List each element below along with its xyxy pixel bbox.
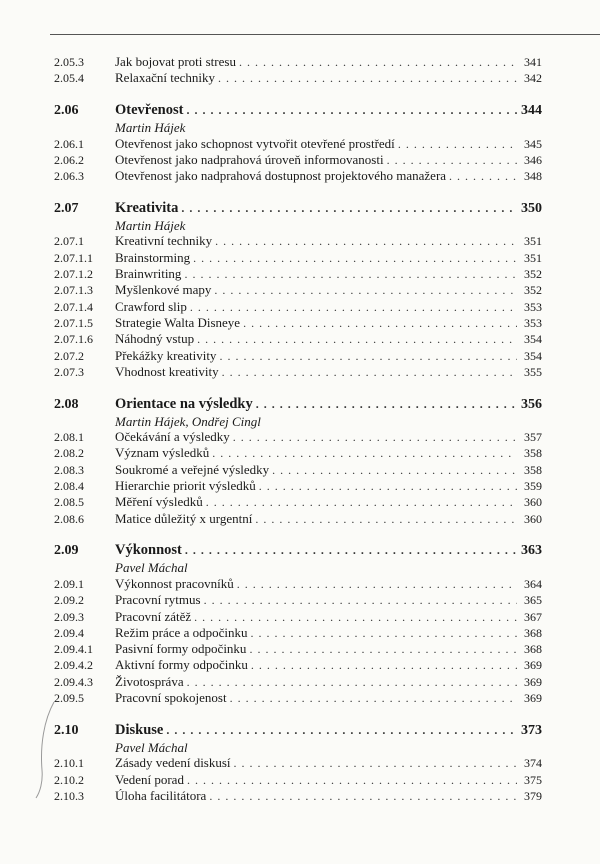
entry-number: 2.07.1.4 [54,299,93,314]
page-number: 360 [524,495,542,510]
dot-leader [250,625,517,641]
entry-number: 2.07.1.1 [54,250,93,265]
entry-title: Kreativní techniky [115,233,213,249]
page-number: 357 [524,430,542,445]
chapter-heading [54,199,542,218]
toc-entry [54,136,542,152]
entry-title: Měření výsledků [115,494,203,510]
entry-title: Režim práce a odpočinku [115,624,248,640]
page-number: 356 [521,396,542,412]
toc-entry [54,250,542,266]
chapter-author: Martin Hájek, Ondřej Cingl [115,413,261,429]
dot-leader [398,136,517,152]
toc-entry [54,625,542,641]
entry-title: Pracovní rytmus [115,592,201,608]
toc-section [54,395,542,527]
page-number: 341 [524,55,542,69]
chapter-heading [54,395,542,414]
dot-leader [234,755,517,771]
entry-title: Úloha facilitátora [115,787,207,803]
entry-number: 2.09.5 [54,691,84,706]
entry-number: 2.09.2 [54,593,84,608]
entry-title: Otevřenost jako nadprahová dostupnost projektového manažera [115,168,447,184]
entry-title: Výkonnost pracovníků [115,575,234,591]
toc-entry [54,576,542,592]
page-number: 351 [524,234,542,249]
page-number: 354 [524,348,542,363]
page-number: 365 [524,593,542,608]
toc-entry [54,152,542,168]
dot-leader [256,395,517,414]
dot-leader [194,609,517,625]
entry-number: 2.07.1.2 [54,267,93,282]
page-number: 353 [524,299,542,314]
toc-entry [54,641,542,657]
dot-leader [233,429,517,445]
entry-title: Otevřenost jako nadprahová úroveň informovanosti [115,151,384,167]
entry-title: Jak bojovat proti stresu [115,54,236,69]
page-number: 355 [524,364,542,379]
dot-leader [218,70,517,86]
page-number: 367 [524,609,542,624]
dot-leader [230,690,517,706]
entry-title: Zásady vedení diskusí [115,755,231,771]
entry-number: 2.09.4 [54,625,84,640]
entry-title: Soukromé a veřejné výsledky [115,461,270,477]
entry-title: Orientace na výsledky [115,395,253,412]
toc-section [54,101,542,184]
entry-title: Otevřenost jako schopnost vytvořit otevřené prostředí [115,135,395,151]
dot-leader [187,772,517,788]
dot-leader [249,641,517,657]
entry-title: Očekávání a výsledky [115,429,230,445]
page-number: 375 [524,772,542,787]
entry-number: 2.09.3 [54,609,84,624]
toc-section [54,54,542,87]
dot-leader [185,541,517,560]
pencil-margin-mark [32,700,62,800]
dot-leader [197,331,517,347]
entry-number: 2.06.1 [54,136,84,151]
toc-entry [54,657,542,673]
toc-entry [54,592,542,608]
page-number: 351 [524,250,542,265]
entry-title: Matice důležitý x urgentní [115,510,253,526]
entry-title: Brainwriting [115,266,182,282]
toc-entry [54,315,542,331]
page-number: 345 [524,136,542,151]
page-number: 353 [524,315,542,330]
dot-leader [259,478,517,494]
toc-section [54,199,542,380]
toc-entry [54,70,542,86]
top-rule [50,34,600,35]
page-number: 348 [524,169,542,184]
toc-section [54,721,542,804]
dot-leader [209,788,517,804]
dot-leader [222,364,517,380]
chapter-author: Pavel Máchal [115,739,188,755]
chapter-author: Martin Hájek [115,217,186,233]
entry-number: 2.08.4 [54,479,84,494]
toc-entry [54,429,542,445]
page-number: 352 [524,267,542,282]
entry-number: 2.08.5 [54,495,84,510]
dot-leader [190,299,517,315]
toc-entry [54,282,542,298]
toc-entry [54,755,542,771]
dot-leader [166,721,517,740]
entry-title: Překážky kreativity [115,347,217,363]
toc-entry [54,609,542,625]
entry-title: Pracovní spokojenost [115,690,227,706]
entry-number: 2.05.4 [54,71,84,86]
dot-leader [237,576,517,592]
entry-number: 2.08 [54,396,79,412]
entry-title: Význam výsledků [115,445,210,461]
toc-entry [54,348,542,364]
entry-title: Diskuse [115,721,164,738]
entry-number: 2.07.3 [54,364,84,379]
entry-number: 2.05.3 [54,55,84,69]
dot-leader [251,657,517,673]
dot-leader [215,233,517,249]
dot-leader [272,462,517,478]
toc-entry [54,772,542,788]
entry-number: 2.07.1.3 [54,283,93,298]
dot-leader [206,494,517,510]
toc-entry [54,331,542,347]
toc-entry [54,54,542,70]
entry-title: Pracovní zátěž [115,608,192,624]
toc-entry [54,364,542,380]
entry-title: Vhodnost kreativity [115,363,219,379]
dot-leader [449,168,517,184]
page-number: 374 [524,756,542,771]
entry-number: 2.07.1 [54,234,84,249]
toc-entry [54,462,542,478]
toc-section [54,541,542,706]
entry-number: 2.08.1 [54,430,84,445]
entry-title: Crawford slip [115,298,187,314]
page-number: 373 [521,722,542,738]
entry-title: Relaxační techniky [115,70,215,86]
entry-title: Životospráva [115,673,184,689]
entry-title: Pasivní formy odpočinku [115,641,247,657]
toc-entry [54,690,542,706]
dot-leader [255,511,517,527]
dot-leader [212,445,517,461]
dot-leader [184,266,517,282]
entry-number: 2.10.2 [54,772,84,787]
entry-title: Aktivní formy odpočinku [115,657,248,673]
entry-title: Hierarchie priorit výsledků [115,478,256,494]
page-number: 350 [521,200,542,216]
page-number: 363 [521,543,542,559]
entry-number: 2.08.3 [54,462,84,477]
page-number: 358 [524,446,542,461]
entry-number: 2.09.4.1 [54,642,93,657]
entry-number: 2.08.2 [54,446,84,461]
entry-title: Kreativita [115,199,179,216]
toc-entry [54,494,542,510]
toc-entry [54,511,542,527]
toc-entry [54,266,542,282]
page-number: 360 [524,511,542,526]
entry-title: Otevřenost [115,102,184,119]
dot-leader [239,54,517,70]
entry-title: Strategie Walta Disneye [115,314,241,330]
toc-entry [54,445,542,461]
entry-number: 2.06.3 [54,169,84,184]
page-number: 368 [524,625,542,640]
chapter-author: Martin Hájek [115,120,186,136]
page-number: 369 [524,674,542,689]
dot-leader [204,592,517,608]
dot-leader [181,199,517,218]
toc-entry [54,168,542,184]
page-number: 368 [524,642,542,657]
dot-leader [387,152,517,168]
dot-leader [187,674,517,690]
toc-entry [54,478,542,494]
page-number: 352 [524,283,542,298]
entry-number: 2.06 [54,103,79,119]
page-number: 369 [524,691,542,706]
entry-number: 2.09.4.2 [54,658,93,673]
entry-number: 2.07.1.5 [54,315,93,330]
entry-number: 2.10.3 [54,788,84,803]
entry-number: 2.10.1 [54,756,84,771]
toc-entry [54,674,542,690]
dot-leader [243,315,517,331]
toc-entry [54,233,542,249]
page-number: 369 [524,658,542,673]
page-number: 346 [524,152,542,167]
dot-leader [214,282,517,298]
entry-number: 2.09.1 [54,576,84,591]
entry-title: Myšlenkové mapy [115,282,212,298]
page-number: 364 [524,576,542,591]
entry-title: Vedení porad [115,771,184,787]
chapter-heading [54,721,542,740]
entry-title: Náhodný vstup [115,331,195,347]
page-number: 342 [524,71,542,86]
entry-number: 2.08.6 [54,511,84,526]
chapter-heading [54,541,542,560]
entry-number: 2.09 [54,543,79,559]
entry-number: 2.10 [54,722,79,738]
entry-number: 2.07 [54,200,79,216]
page-number: 379 [524,788,542,803]
page-number: 359 [524,479,542,494]
page-number: 354 [524,332,542,347]
entry-number: 2.06.2 [54,152,84,167]
entry-title: Výkonnost [115,542,182,559]
toc-entry [54,299,542,315]
entry-number: 2.09.4.3 [54,674,93,689]
dot-leader [186,101,517,120]
dot-leader [193,250,517,266]
dot-leader [219,348,517,364]
chapter-heading [54,101,542,120]
page-number: 344 [521,103,542,119]
table-of-contents [54,54,542,804]
toc-entry [54,788,542,804]
entry-number: 2.07.2 [54,348,84,363]
entry-title: Brainstorming [115,249,191,265]
chapter-author: Pavel Máchal [115,560,188,576]
page-number: 358 [524,462,542,477]
entry-number: 2.07.1.6 [54,332,93,347]
